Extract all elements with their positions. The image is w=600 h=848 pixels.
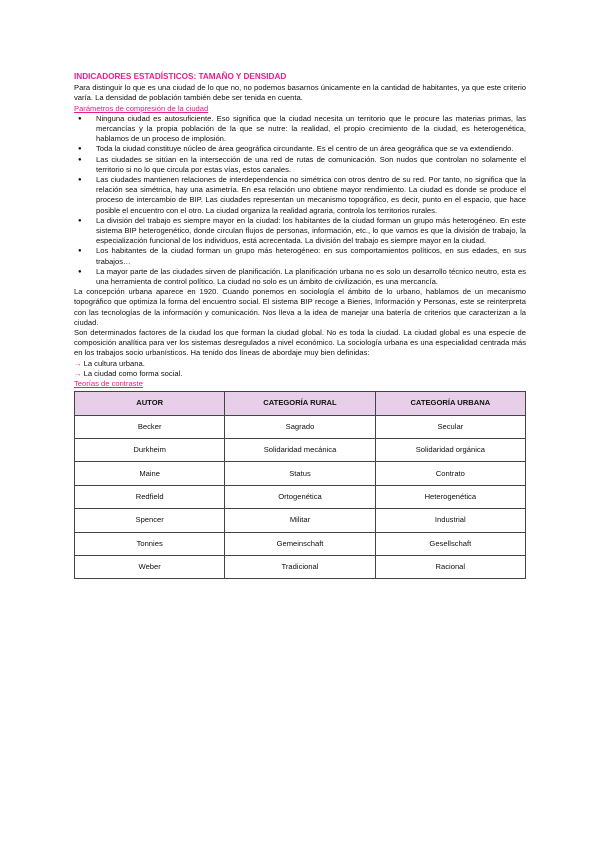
document-page [74, 72, 526, 579]
list-item: ● Los habitantes de la ciudad forman un grupo más heterogéneo: en sus comportamientos políticos, en sus edades, en sus trabajos… [96, 246, 526, 266]
parameters-list [74, 114, 526, 287]
table-cell: Maine [75, 462, 225, 485]
arrow-item [74, 369, 526, 379]
table-cell: Racional [375, 556, 525, 579]
list-item: ● Las ciudades mantienen relaciones de interdependencia no simétrica con otros dentro de su red. Por tanto, no significa que la relación sea simétrica, hay una asimetría. En esa relación uno obtiene mayor rendimiento. La ciudad es donde se produce el proceso de intercambio de BIP. Las ciudades representan un mecanismo topográfico, es decir, punto en el espacio, que hace posible el encuentro con el otro. La ciudad organiza la realidad agraria, controla los territorios rurales. [96, 175, 526, 216]
list-item: ● La mayor parte de las ciudades sirven de planificación. La planificación urbana no es solo un desarrollo técnico neutro, esta es una herramienta de control político. La ciudad no solo es un ámbito de civilización, es una mercancía. [96, 267, 526, 287]
table-cell: Secular [375, 415, 525, 438]
paragraph-concepcion: La concepción urbana aparece en 1920. Cuando ponemos en sociología el ámbito de lo urbano, hablamos de un mecanismo topográfico que optimiza la forma del encuentro social. El sistema BIP recoge a Bienes, Información y Personas, este se reinterpreta con las tecnologías de la información y comunicación. Nos lleva a la idea de manejar una batería de criterios que caracterizan a la ciudad. [74, 287, 526, 327]
table-row [75, 485, 526, 508]
table-row [75, 556, 526, 579]
table-cell: Status [225, 462, 375, 485]
table-cell: Contrato [375, 462, 525, 485]
arrow-item-text: La ciudad como forma social. [83, 368, 183, 378]
table-cell: Solidaridad mecánica [225, 439, 375, 462]
section-heading-parametros: Parámetros de compresión de la ciudad [74, 103, 209, 113]
column-header-rural: CATEGORÍA RURAL [225, 392, 375, 415]
table-cell: Ortogenética [225, 485, 375, 508]
column-header-autor: AUTOR [75, 392, 225, 415]
table-row [75, 532, 526, 555]
list-item: ● Ninguna ciudad es autosuficiente. Eso significa que la ciudad necesita un territorio que le procure las materias primas, las mercancías y la propia población de la que se nutre: la realidad, el propio crecimiento de la ciudad, es heterogenética, hablamos de un proceso de implosión. [96, 114, 526, 145]
table-cell: Spencer [75, 509, 225, 532]
table-header-row [75, 392, 526, 415]
table-cell: Heterogenética [375, 485, 525, 508]
table-cell: Gesellschaft [375, 532, 525, 555]
page-title: INDICADORES ESTADÍSTICOS: TAMAÑO Y DENSIDAD [74, 72, 287, 81]
list-item: ● La división del trabajo es siempre mayor en la ciudad: los habitantes de la ciudad forman un grupo más heterogéneo. En este sistema BIP heterogenético, donde circulan flujos de personas, información, etc., lo que vamos es que la división de trabajo, la especialización funcional de los individuos, está acrecentada. La división del trabajo es siempre mayor en la ciudad. [96, 216, 526, 247]
arrow-item [74, 359, 526, 369]
table-row [75, 462, 526, 485]
arrow-icon: → [74, 368, 82, 378]
list-item: ● Toda la ciudad constituye núcleo de área geográfica circundante. Es el centro de un área geográfica que se va extendiendo. [96, 144, 526, 154]
list-item: ● Las ciudades se sitúan en la intersección de una red de rutas de comunicación. Son nudos que controlan no solamente el territorio si no lo que circula por estas vías, estos canales. [96, 155, 526, 175]
table-cell: Redfield [75, 485, 225, 508]
table-cell: Tradicional [225, 556, 375, 579]
table-cell: Gemeinschaft [225, 532, 375, 555]
arrow-icon: → [74, 358, 82, 368]
table-row [75, 415, 526, 438]
table-cell: Sagrado [225, 415, 375, 438]
table-row [75, 439, 526, 462]
table-cell: Militar [225, 509, 375, 532]
table-cell: Durkheim [75, 439, 225, 462]
section-heading-teorias: Teorías de contraste [74, 379, 143, 389]
contrast-theories-table [74, 391, 526, 579]
table-cell: Becker [75, 415, 225, 438]
column-header-urbana: CATEGORÍA URBANA [375, 392, 525, 415]
table-cell: Industrial [375, 509, 525, 532]
table-cell: Tonnies [75, 532, 225, 555]
arrow-item-text: La cultura urbana. [83, 358, 145, 368]
intro-paragraph: Para distinguir lo que es una ciudad de lo que no, no podemos basarnos únicamente en la cantidad de habitantes, ya que este criterio varía. La densidad de población también debe ser tenida en cuenta. [74, 83, 526, 103]
table-cell: Solidaridad orgánica [375, 439, 525, 462]
paragraph-ciudad-global: Son determinados factores de la ciudad los que forman la ciudad global. No es toda la ciudad. La ciudad global es una especie de composición analítica para ver los sistemas desregulados a nivel económico. La sociología urbana es una especialidad centrada más en los trabajos socio urbanísticos. Ha tenido dos líneas de abordaje muy bien definidas: [74, 328, 526, 358]
table-cell: Weber [75, 556, 225, 579]
table-row [75, 509, 526, 532]
